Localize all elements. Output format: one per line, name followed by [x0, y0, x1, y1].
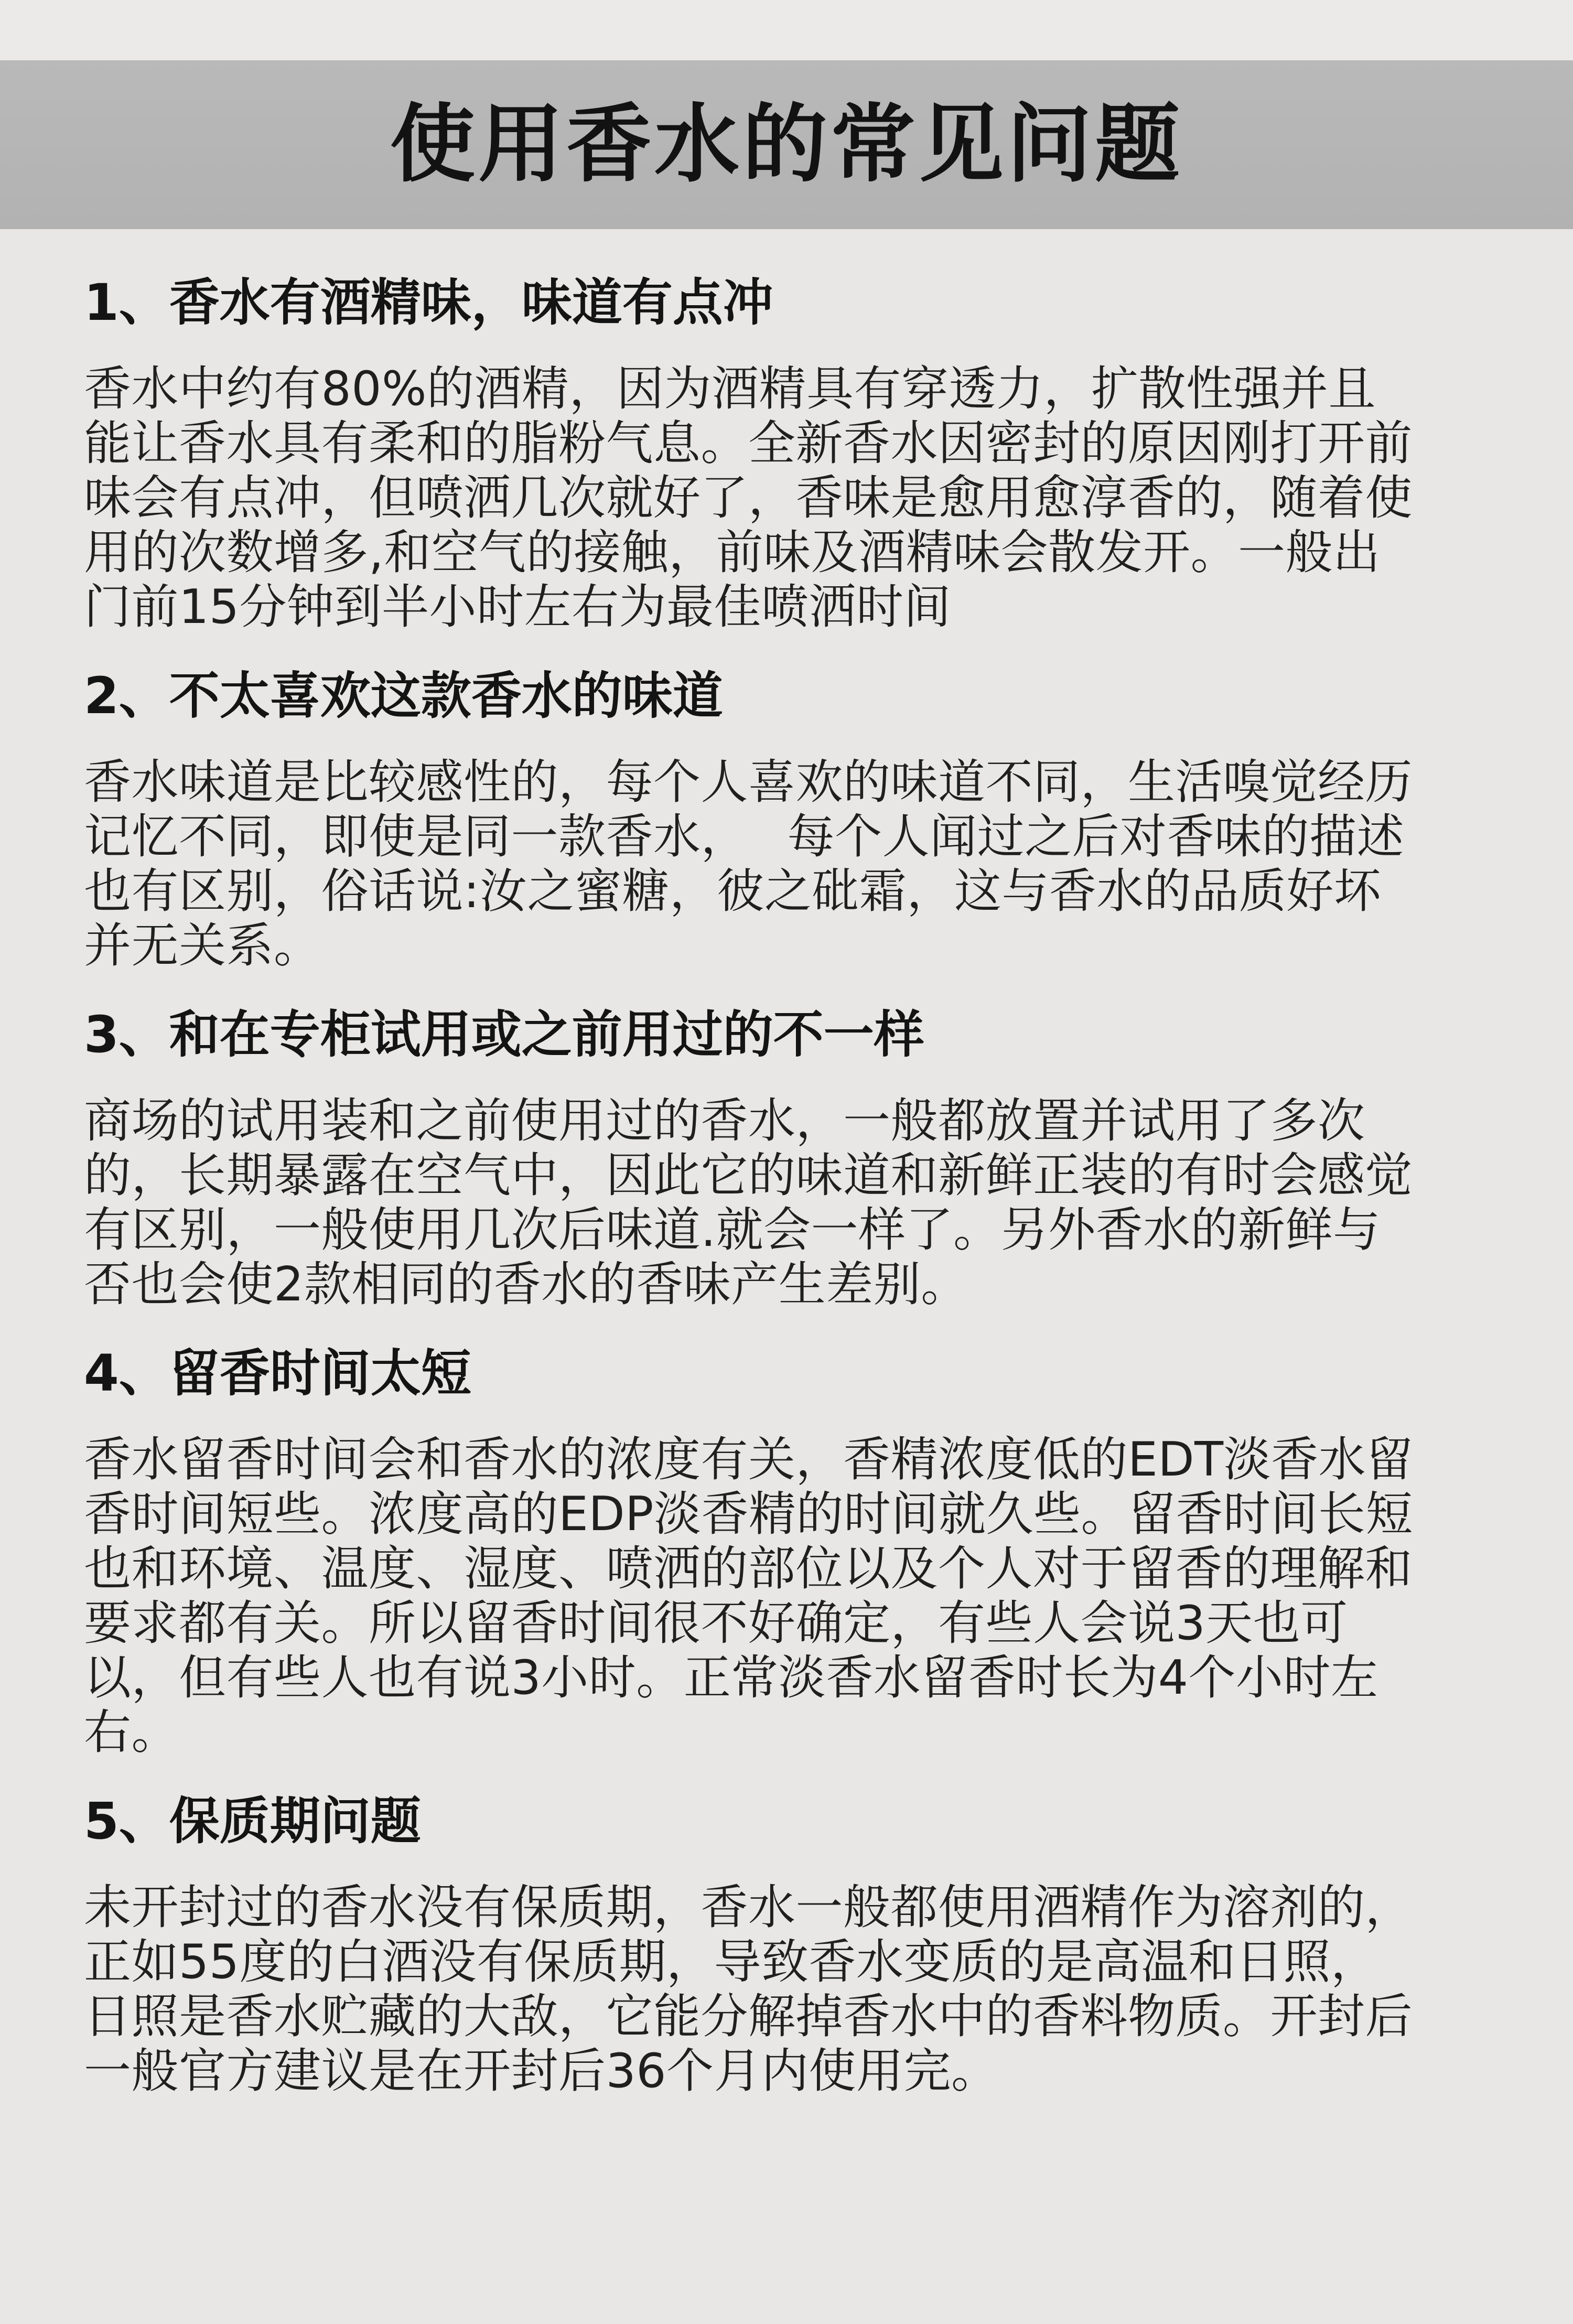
faq-question: 3、和在专柜试用或之前用过的不一样	[84, 1005, 924, 1064]
faq-list	[84, 273, 1416, 2099]
faq-item-dislike-scent	[84, 666, 1416, 973]
faq-answer: 香水中约有80%的酒精，因为酒精具有穿透力，扩散性强并且能让香水具有柔和的脂粉气息。全新香水因密封的原因刚打开前味会有点冲，但喷洒几次就好了，香味是愈用愈淳香的，随着使用的次数增多,和空气的接触，前味及酒精味会散发开。一般出门前15分钟到半小时左右为最佳喷洒时间	[84, 361, 1413, 634]
faq-answer: 未开封过的香水没有保质期，香水一般都使用酒精作为溶剂的，正如55度的白酒没有保质期，导致香水变质的是高温和日照，日照是香水贮藏的大敌，它能分解掉香水中的香料物质。开封后一般官方建议是在开封后36个月内使用完。	[84, 1879, 1413, 2099]
faq-item-shelf-life	[84, 1791, 1416, 2099]
faq-question: 4、留香时间太短	[84, 1343, 471, 1403]
faq-item-alcohol-smell	[84, 273, 1416, 634]
top-margin	[0, 0, 1573, 60]
faq-item-differs-from-tester	[84, 1005, 1416, 1312]
faq-answer: 香水味道是比较感性的，每个人喜欢的味道不同，生活嗅觉经历记忆不同，即使是同一款香水， 每个人闻过之后对香味的描述也有区别，俗话说:汝之蜜糖，彼之砒霜，这与香水的品质好坏并无关系。	[84, 755, 1413, 973]
faq-question: 1、香水有酒精味，味道有点冲	[84, 273, 773, 332]
title-banner	[0, 60, 1573, 229]
faq-question: 5、保质期问题	[84, 1791, 421, 1850]
faq-question: 2、不太喜欢这款香水的味道	[84, 666, 723, 725]
page-title: 使用香水的常见问题	[390, 95, 1183, 194]
faq-answer: 商场的试用装和之前使用过的香水，一般都放置并试用了多次的，长期暴露在空气中，因此它的味道和新鲜正装的有时会感觉有区别，一般使用几次后味道.就会一样了。另外香水的新鲜与否也会使2款相同的香水的香味产生差别。	[84, 1093, 1413, 1312]
faq-answer: 香水留香时间会和香水的浓度有关，香精浓度低的EDT淡香水留香时间短些。浓度高的EDP淡香精的时间就久些。留香时间长短也和环境、温度、湿度、喷洒的部位以及个人对于留香的理解和要求都有关。所以留香时间很不好确定，有些人会说3天也可以，但有些人也有说3小时。正常淡香水留香时长为4个小时左右。	[84, 1432, 1414, 1760]
faq-item-short-longevity	[84, 1343, 1416, 1760]
